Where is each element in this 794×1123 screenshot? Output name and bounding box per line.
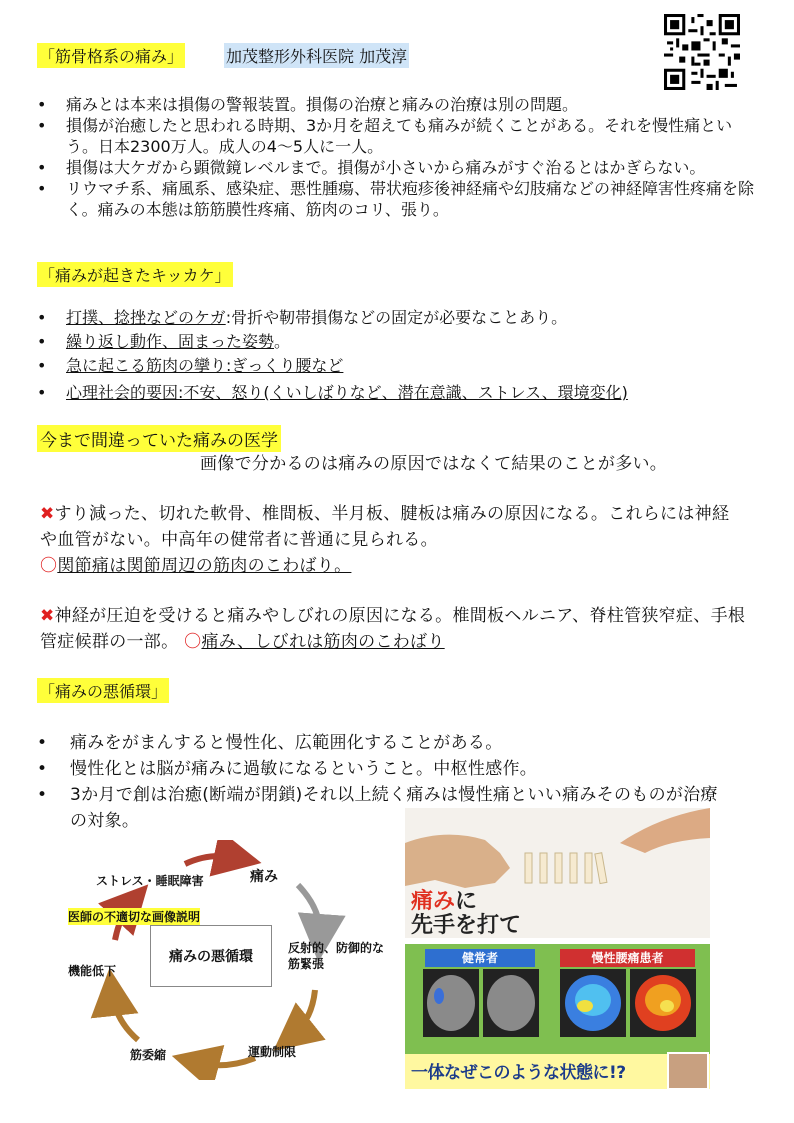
- cycle-node-doctor: 医師の不適切な画像説明: [68, 910, 201, 924]
- clinic-name: 加茂整形外科医院 加茂淳: [224, 43, 409, 68]
- list-item: • 急に起こる筋肉の攣り:ぎっくり腰など: [37, 356, 344, 375]
- qr-code-icon: [664, 14, 740, 90]
- list-item: • 打撲、捻挫などのケガ:骨折や靭帯損傷などの固定が必要なことあり。: [37, 308, 568, 327]
- domino-image: [405, 808, 710, 938]
- myth-cartilage-paragraph: ✖すり減った、切れた軟骨、椎間板、半月板、腱板は痛みの原因になる。これらには神経や血管がない。中高年の健常者に普通に見られる。 〇関節痛は関節周辺の筋肉のこわばり。: [40, 504, 730, 576]
- section-title-triggers: 「痛みが起きたキッカケ」: [37, 262, 233, 287]
- cycle-center-box: 痛みの悪循環: [150, 925, 272, 987]
- section-title-mistaken-medicine: 今まで間違っていた痛みの医学: [37, 425, 281, 452]
- section-title-vicious-cycle: 「痛みの悪循環」: [37, 678, 169, 703]
- brain-scan-image: [405, 944, 710, 1089]
- pain-definition-list: [37, 94, 757, 220]
- myth-nerve-paragraph: ✖神経が圧迫を受けると痛みやしびれの原因になる。椎間板ヘルニア、脊柱管狭窄症、手根管症候群の一部。 〇痛み、しびれは筋肉のこわばり: [40, 606, 746, 652]
- list-item: • 繰り返し動作、固まった姿勢。: [37, 332, 291, 351]
- pain-triggers-list: [37, 307, 757, 406]
- list-item: • リウマチ系、痛風系、感染症、悪性腫瘍、帯状疱疹後神経痛や幻肢痛などの神経障害性疼痛を除く。痛みの本態は筋筋膜性疼痛、筋肉のコリ、張り。: [37, 179, 755, 219]
- label-patient: 慢性腰痛患者: [560, 949, 695, 967]
- list-item: • 心理社会的要因:不安、怒り(くいしばりなど、潜在意識、ストレス、環境変化): [37, 383, 628, 402]
- domino-caption: 痛みに 先手を打て: [411, 889, 522, 938]
- imaging-subtitle: 画像で分かるのは痛みの原因ではなくて結果のことが多い。: [200, 454, 668, 474]
- cross-icon: ✖: [40, 606, 55, 626]
- cross-icon: ✖: [40, 504, 55, 524]
- cycle-node-pain: 痛み: [250, 869, 278, 885]
- cycle-node-decline: 機能低下: [68, 964, 117, 978]
- cycle-node-stress: ストレス・睡眠障害: [96, 874, 204, 888]
- cycle-node-atrophy: 筋委縮: [130, 1048, 167, 1062]
- circle-icon: 〇: [184, 632, 202, 652]
- label-healthy: 健常者: [425, 949, 535, 967]
- presenter-photo: [667, 1052, 709, 1089]
- cycle-node-reflex: 反射的、防御的な筋緊張: [288, 941, 385, 971]
- list-item: • 3か月で創は治癒(断端が閉鎖)それ以上続く痛みは慢性痛といい痛みそのものが治療の対象。: [37, 785, 718, 831]
- list-item: • 痛みをがまんすると慢性化、広範囲化することがある。: [37, 733, 503, 753]
- circle-icon: 〇: [40, 556, 58, 576]
- list-item: • 慢性化とは脳が痛みに過敏になるということ。中枢性感作。: [37, 759, 538, 779]
- list-item: • 損傷が治癒したと思われる時期、3か月を超えても痛みが続くことがある。それを慢性痛という。日本2300万人。成人の4～5人に一人。: [37, 116, 733, 156]
- section-title-musculoskeletal: 「筋骨格系の痛み」: [37, 43, 185, 68]
- brain-banner-text: 一体なぜこのような状態に!?: [411, 1063, 626, 1083]
- cycle-node-motion: 運動制限: [248, 1045, 297, 1059]
- list-item: • 痛みとは本来は損傷の警報装置。損傷の治療と痛みの治療は別の問題。: [37, 95, 579, 114]
- list-item: • 損傷は大ケガから顕微鏡レベルまで。損傷が小さいから痛みがすぐ治るとはかぎらない。: [37, 158, 706, 177]
- vicious-cycle-diagram: [60, 840, 395, 1080]
